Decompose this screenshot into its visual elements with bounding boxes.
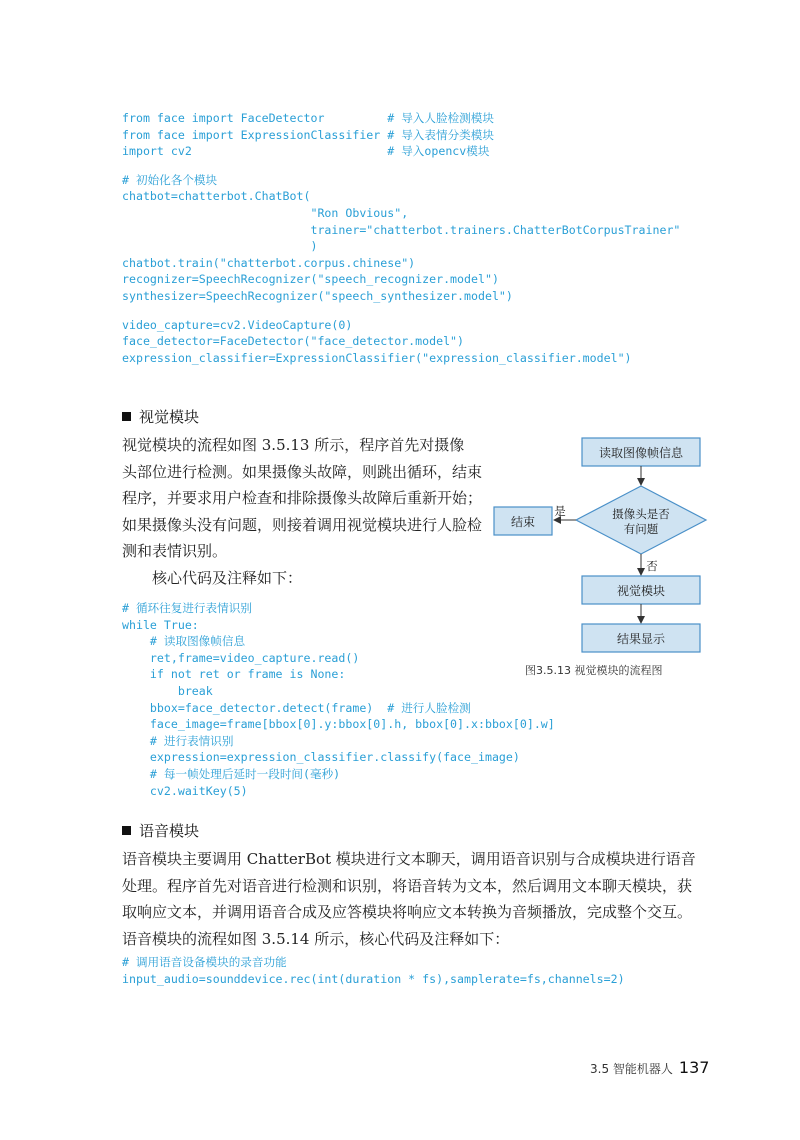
speech-paragraph xyxy=(122,846,722,952)
footer-section: 3.5 智能机器人 xyxy=(590,1062,673,1076)
code-line: # 初始化各个模块 xyxy=(122,172,218,187)
bullet-square-icon xyxy=(122,412,131,421)
code-line: from face import ExpressionClassifier # 导入表情分类模块 xyxy=(122,127,494,142)
code-block-audio xyxy=(122,954,625,987)
page-footer xyxy=(590,1058,709,1077)
flow-caption: 图3.5.13 视觉模块的流程图 xyxy=(525,664,663,677)
code-line: face_detector=FaceDetector("face_detector.model") xyxy=(122,334,465,349)
code-line: chatbot=chatterbot.ChatBot( xyxy=(122,189,311,204)
para-line: 如果摄像头没有问题，则接着调用视觉模块进行人脸检 xyxy=(122,515,483,534)
flow-decision-line1: 摄像头是否 xyxy=(612,507,670,521)
para-line: 处理。程序首先对语音进行检测和识别，将语音转为文本，然后调用文本聊天模块，获 xyxy=(122,876,693,895)
code-line: expression_classifier=ExpressionClassifier("expression_classifier.model") xyxy=(122,350,632,365)
code-line: if not ret or frame is None: xyxy=(122,667,346,682)
code-line: # 调用语音设备模块的录音功能 xyxy=(122,955,287,969)
code-line: cv2.waitKey(5) xyxy=(122,783,248,798)
code-line: while True: xyxy=(122,617,199,632)
code-line: import cv2 # 导入opencv模块 xyxy=(122,144,490,159)
code-line: from face import FaceDetector # 导入人脸检测模块 xyxy=(122,111,494,125)
code-line: # 进行表情识别 xyxy=(122,733,234,748)
code-line: recognizer=SpeechRecognizer("speech_recognizer.model") xyxy=(122,272,499,287)
code-line: chatbot.train("chatterbot.corpus.chinese") xyxy=(122,255,416,270)
flow-label-yes: 是 xyxy=(554,504,566,518)
code-line: expression=expression_classifier.classify(face_image) xyxy=(122,750,520,765)
code-line: # 循环往复进行表情识别 xyxy=(122,601,252,615)
flow-decision-line2: 有问题 xyxy=(623,522,659,536)
code-line: bbox=face_detector.detect(frame) # 进行人脸检测 xyxy=(122,700,471,715)
heading-text: 视觉模块 xyxy=(139,408,200,426)
para-line: 头部位进行检测。如果摄像头故障，则跳出循环，结束 xyxy=(122,462,483,481)
section-heading-speech xyxy=(122,820,199,841)
para-line: 测和表情识别。 xyxy=(122,542,228,560)
code-line: video_capture=cv2.VideoCapture(0) xyxy=(122,317,353,332)
flow-label-no: 否 xyxy=(646,559,658,573)
bullet-square-icon xyxy=(122,826,131,835)
page-number: 137 xyxy=(678,1058,710,1077)
flow-node-end-label: 结束 xyxy=(510,515,536,529)
code-line: # 读取图像帧信息 xyxy=(122,634,246,649)
heading-text: 语音模块 xyxy=(139,822,200,840)
code-line: ) xyxy=(122,239,318,254)
code-line: "Ron Obvious", xyxy=(122,205,409,220)
code-line xyxy=(122,305,680,317)
code-block-vision-loop xyxy=(122,600,555,799)
code-intro: 核心代码及注释如下： xyxy=(152,568,303,587)
code-line: break xyxy=(122,683,213,698)
code-line: face_image=frame[bbox[0].y:bbox[0].h, bbox[0].x:bbox[0].w] xyxy=(122,717,555,732)
para-line: 程序，并要求用户检查和排除摄像头故障后重新开始； xyxy=(122,489,483,507)
para-line: 语音模块主要调用 ChatterBot 模块进行文本聊天，调用语音识别与合成模块进行语音 xyxy=(122,850,696,868)
flow-node-read-frame-label: 读取图像帧信息 xyxy=(598,446,684,460)
code-line xyxy=(122,160,680,172)
vision-paragraph xyxy=(122,432,492,591)
code-line: synthesizer=SpeechRecognizer("speech_synthesizer.model") xyxy=(122,288,513,303)
code-line: trainer="chatterbot.trainers.ChatterBotCorpusTrainer" xyxy=(122,222,681,237)
code-line: input_audio=sounddevice.rec(int(duration * fs),samplerate=fs,channels=2) xyxy=(122,971,625,986)
para-line: 取响应文本，并调用语音合成及应答模块将响应文本转换为音频播放，完成整个交互。 xyxy=(122,903,693,921)
flow-node-result-label: 结果显示 xyxy=(616,632,666,646)
para-line: 语音模块的流程如图 3.5.14 所示，核心代码及注释如下： xyxy=(122,929,510,948)
section-heading-vision xyxy=(122,406,199,427)
code-line: ret,frame=video_capture.read() xyxy=(122,650,360,665)
code-line: # 每一帧处理后延时一段时间(毫秒) xyxy=(122,766,341,781)
code-block-imports xyxy=(122,110,680,366)
para-line: 视觉模块的流程如图 3.5.13 所示，程序首先对摄像 xyxy=(122,436,465,454)
flow-node-vision-label: 视觉模块 xyxy=(616,584,666,598)
